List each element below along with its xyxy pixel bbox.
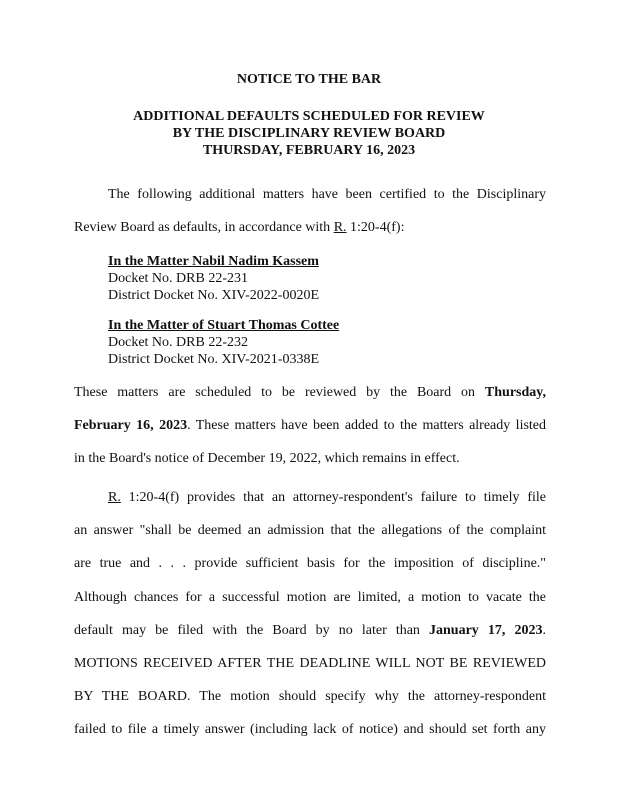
matter-district-docket: District Docket No. XIV-2022-0020E [108,288,320,303]
matter-docket: Docket No. DRB 22-232 [108,335,248,350]
rule-line-4: Although chances for a successful motion are limited, a motion to vacate the [74,589,546,605]
schedule-paragraph [74,376,546,476]
intro-line-1: The following additional matters have been certified to the Disciplinary [108,187,546,202]
rule-line-5: default may be filed with the Board by no later than January 17, 2023. [74,622,546,638]
schedule-line-3: in the Board's notice of December 19, 2022, which remains in effect. [74,451,460,467]
schedule-line-1: These matters are scheduled to be reviewed by the Board on Thursday, [74,385,546,400]
rule-line-3: are true and . . . provide sufficient basis for the imposition of discipline." [74,556,546,572]
matter-block [108,253,319,304]
rule-reference: R. [333,220,347,236]
matter-title: In the Matter of Stuart Thomas Cottee [108,318,340,333]
rule-line-6: MOTIONS RECEIVED AFTER THE DEADLINE WILL NOT BE REVIEWED [74,655,546,671]
intro-paragraph [74,178,546,244]
rule-line-1: R. 1:20-4(f) provides that an attorney-respondent's failure to timely file [108,490,546,505]
rule-paragraph [74,481,546,747]
matter-block [108,317,339,368]
subtitle-line-1: ADDITIONAL DEFAULTS SCHEDULED FOR REVIEW [133,109,485,124]
intro-line-2: Review Board as defaults, in accordance with R. 1:20-4(f): [74,220,405,236]
rule-line-2: an answer "shall be deemed an admission that the allegations of the complaint [74,523,546,539]
subtitle-line-2: BY THE DISCIPLINARY REVIEW BOARD [172,126,446,141]
rule-line-8: failed to file a timely answer (including lack of notice) and should set forth any [74,722,546,738]
schedule-line-2: February 16, 2023. These matters have been added to the matters already listed [74,418,547,434]
rule-line-7: BY THE BOARD. The motion should specify why the attorney-respondent [74,689,546,705]
subtitle-line-3: THURSDAY, FEBRUARY 16, 2023 [202,143,416,158]
matter-docket: Docket No. DRB 22-231 [108,271,248,286]
matter-district-docket: District Docket No. XIV-2021-0338E [108,352,320,367]
matter-title: In the Matter Nabil Nadim Kassem [108,254,319,269]
notice-subtitle [0,108,618,159]
rule-reference: R. [108,490,121,505]
notice-title: NOTICE TO THE BAR [236,72,382,87]
